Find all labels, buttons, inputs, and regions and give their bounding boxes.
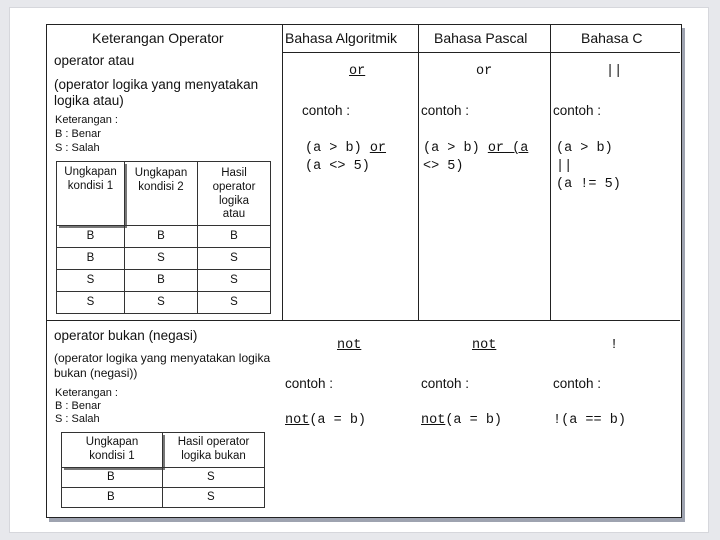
atau-c-contoh: contoh : (553, 103, 602, 118)
atau-pascal-example-keyword: or (487, 141, 505, 156)
atau-cell: B (198, 226, 271, 248)
atau-pascal-example-line1 (423, 141, 528, 157)
atau-cell: S (125, 292, 198, 314)
atau-cell: S (57, 270, 125, 292)
bukan-c-example (553, 413, 626, 429)
atau-th-kondisi2 (125, 162, 198, 226)
atau-cell: B (57, 226, 125, 248)
atau-c-example-line1: (a > b) (556, 141, 613, 156)
bukan-th-kondisi1-l1: Ungkapan (85, 436, 139, 449)
atau-th-kondisi2-l1: Ungkapan (134, 167, 188, 179)
bukan-pascal-contoh: contoh : (421, 376, 470, 391)
atau-th-kondisi1 (57, 162, 125, 226)
atau-ket-b: B : Benar (55, 128, 101, 140)
bukan-algo-example-rest: (a = b) (309, 413, 367, 428)
atau-algo-example-line1 (305, 141, 386, 157)
bukan-pascal-operator: not (472, 338, 497, 353)
atau-cell: B (125, 226, 198, 248)
section-divider (46, 320, 680, 321)
atau-cell: S (125, 248, 198, 270)
atau-c-example-line2: || (556, 159, 573, 174)
atau-th-kondisi2-l2: kondisi 2 (138, 180, 184, 193)
atau-algo-contoh: contoh : (302, 103, 351, 118)
atau-th-hasil-l4: atau (222, 208, 246, 221)
atau-cell: B (125, 270, 198, 292)
bukan-cell: S (163, 468, 265, 488)
atau-desc-line1: (operator logika yang menyatakan (54, 77, 259, 92)
bukan-algo-example (285, 413, 366, 429)
bukan-c-contoh: contoh : (553, 376, 602, 391)
atau-c-operator: || (606, 64, 623, 79)
bukan-th-hasil-l1: Hasil operator (177, 436, 250, 449)
bukan-algo-contoh: contoh : (285, 376, 334, 391)
atau-th-hasil-l3: logika (218, 194, 250, 207)
atau-truth-table (56, 161, 271, 314)
atau-algo-example-keyword: or (369, 141, 387, 156)
atau-algo-example-pre: (a > b) (305, 141, 370, 156)
bukan-th-kondisi1 (62, 433, 163, 468)
header-divider (282, 52, 680, 53)
bukan-algo-operator: not (337, 338, 362, 353)
bukan-desc-line2: bukan (negasi)) (54, 366, 138, 380)
atau-pascal-operator: or (476, 64, 493, 79)
bukan-pascal-example-keyword: not (421, 413, 446, 428)
atau-algo-operator: or (349, 64, 366, 79)
bukan-desc-line1: (operator logika yang menyatakan logika (54, 351, 271, 365)
bukan-c-operator: ! (610, 338, 619, 353)
atau-cell: S (198, 270, 271, 292)
bukan-ket-b: B : Benar (55, 400, 101, 412)
atau-pascal-example-pre: (a > b) (423, 141, 488, 156)
atau-th-kondisi1-l2: kondisi 1 (67, 179, 114, 192)
header-bahasa-algoritmik: Bahasa Algoritmik (285, 30, 398, 46)
bukan-cell: B (62, 468, 163, 488)
atau-th-hasil-l2: operator (212, 180, 256, 193)
atau-cell: S (198, 292, 271, 314)
bukan-pascal-example (421, 413, 502, 429)
table-divider-v1 (282, 24, 283, 320)
bukan-th-hasil (163, 433, 265, 468)
atau-th-hasil (198, 162, 271, 226)
atau-algo-example-line2: (a <> 5) (305, 159, 370, 174)
table-divider-v2 (418, 24, 419, 320)
bukan-truth-table (61, 432, 265, 508)
bukan-title: operator bukan (negasi) (54, 328, 198, 343)
atau-th-hasil-l1: Hasil (221, 167, 247, 179)
atau-ket-title: Keterangan : (55, 114, 118, 126)
header-bahasa-c: Bahasa C (581, 30, 643, 46)
atau-cell: B (57, 248, 125, 270)
atau-pascal-example-post: (a (504, 141, 529, 156)
bukan-th-hasil-l2: logika bukan (181, 450, 246, 462)
atau-ket-s: S : Salah (55, 142, 100, 154)
bukan-c-example-rest: (a == b) (561, 413, 626, 428)
atau-th-kondisi1-l1: Ungkapan (64, 166, 117, 178)
atau-pascal-example-line2: <> 5) (423, 159, 464, 174)
bukan-ket-title: Keterangan : (55, 387, 118, 399)
bukan-pascal-example-rest: (a = b) (445, 413, 503, 428)
bukan-cell: B (62, 488, 163, 508)
bukan-cell: S (163, 488, 265, 508)
bukan-ket-s: S : Salah (55, 413, 100, 425)
atau-c-example-line3: (a != 5) (556, 177, 621, 192)
header-keterangan-operator: Keterangan Operator (92, 30, 224, 46)
table-divider-v3 (550, 24, 551, 320)
header-bahasa-pascal: Bahasa Pascal (434, 30, 528, 46)
atau-pascal-contoh: contoh : (421, 103, 470, 118)
bukan-algo-example-keyword: not (285, 413, 310, 428)
bukan-th-kondisi1-l2: kondisi 1 (89, 450, 135, 462)
atau-title: operator atau (54, 53, 135, 68)
atau-cell: S (198, 248, 271, 270)
bukan-c-example-keyword: ! (553, 413, 562, 428)
atau-cell: S (57, 292, 125, 314)
atau-desc-line2: logika atau) (54, 93, 124, 108)
